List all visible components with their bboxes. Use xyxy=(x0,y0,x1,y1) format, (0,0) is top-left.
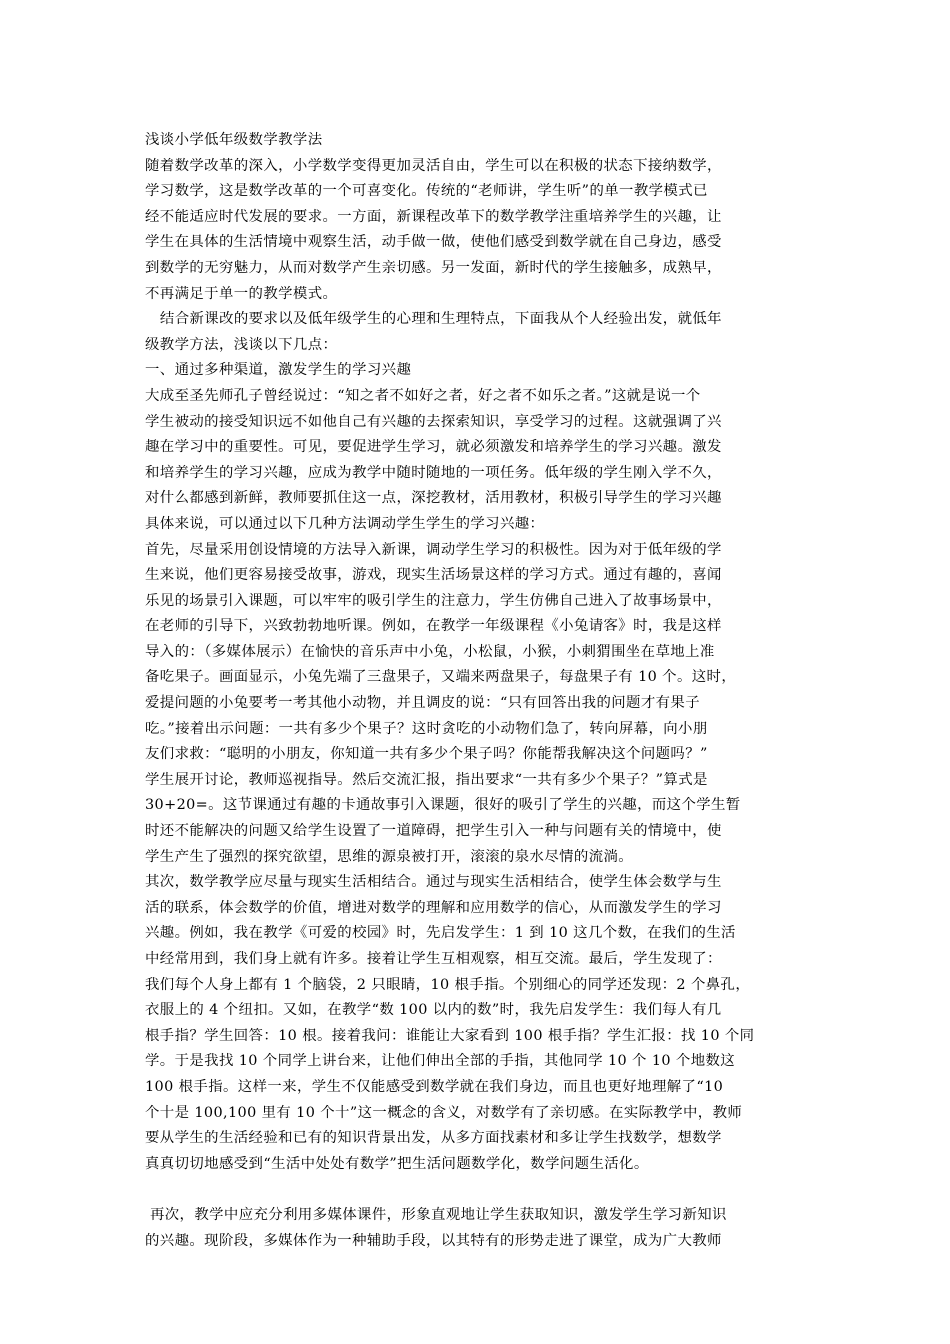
text-line: 兴趣。例如，我在教学《可爱的校园》时，先启发学生：1 到 10 这几个数，在我们的生活 xyxy=(145,925,736,942)
text-line: 真真切切地感受到“生活中处处有数学”把生活问题数学化，数学问题生活化。 xyxy=(145,1155,649,1172)
text-line: 时还不能解决的问题又给学生设置了一道障碍，把学生引入一种与问题有关的情境中，使 xyxy=(145,823,722,840)
text-line: 衣服上的 4 个纽扣。又如，在教学“数 100 以内的数”时，我先启发学生：我们每人有几 xyxy=(145,1002,722,1019)
text-line: 一、通过多种渠道，激发学生的学习兴趣 xyxy=(145,362,412,379)
text-line: 到数学的无穷魅力，从而对数学产生亲切感。另一发面，新时代的学生接触多，成熟早， xyxy=(145,259,722,276)
text-line: 爱提问题的小兔要考一考其他小动物，并且调皮的说：“只有回答出我的问题才有果子 xyxy=(145,695,701,712)
text-line: 其次，数学教学应尽量与现实生活相结合。通过与现实生活相结合，使学生体会数学与生 xyxy=(145,874,722,891)
text-line: 经不能适应时代发展的要求。一方面，新课程改革下的数学教学注重培养学生的兴趣，让 xyxy=(145,208,722,225)
text-line: 随着数学改革的深入，小学数学变得更加灵活自由，学生可以在积极的状态下接纳数学， xyxy=(145,157,722,174)
text-line: 友们求救：“聪明的小朋友，你知道一共有多少个果子吗？你能帮我解决这个问题吗？” xyxy=(145,746,708,763)
text-line: 首先，尽量采用创设情境的方法导入新课，调动学生学习的积极性。因为对于低年级的学 xyxy=(145,541,722,558)
document-body xyxy=(145,154,810,1255)
text-line: 乐见的场景引入课题，可以牢牢的吸引学生的注意力，学生仿佛自己进入了故事场景中， xyxy=(145,592,722,609)
text-line: 吃。”接着出示问题：一共有多少个果子？这时贪吃的小动物们急了，转向屏幕，向小朋 xyxy=(145,720,708,737)
text-line: 和培养学生的学习兴趣，应成为教学中随时随地的一项任务。低年级的学生刚入学不久， xyxy=(145,464,722,481)
text-line: 具体来说，可以通过以下几种方法调动学生学生的学习兴趣： xyxy=(145,515,545,532)
text-line: 再次，教学中应充分利用多媒体课件，形象直观地让学生获取知识，激发学生学习新知识 xyxy=(145,1206,727,1223)
text-line: 学生产生了强烈的探究欲望，思维的源泉被打开，滚滚的泉水尽情的流淌。 xyxy=(145,848,634,865)
text-line: 的兴趣。现阶段，多媒体作为一种辅助手段，以其特有的形势走进了课堂，成为广大教师 xyxy=(145,1232,722,1249)
text-line: 100 根手指。这样一来，学生不仅能感受到数学就在我们身边，而且也更好地理解了“10 xyxy=(145,1078,724,1095)
text-line: 学生展开讨论，教师巡视指导。然后交流汇报，指出要求“一共有多少个果子？”算式是 xyxy=(145,771,708,788)
text-line: 结合新课改的要求以及低年级学生的心理和生理特点，下面我从个人经验出发，就低年 xyxy=(145,311,722,328)
text-line: 学生在具体的生活情境中观察生活，动手做一做，使他们感受到数学就在自己身边，感受 xyxy=(145,234,722,251)
text-line: 我们每个人身上都有 1 个脑袋，2 只眼睛，10 根手指。个别细心的同学还发现：2 个鼻孔， xyxy=(145,976,751,993)
text-line: 根手指？学生回答：10 根。接着我问：谁能让大家看到 100 根手指？学生汇报：找 10 个同 xyxy=(145,1027,755,1044)
blank-line xyxy=(145,1177,810,1203)
text-line: 级教学方法，浅谈以下几点： xyxy=(145,336,338,353)
text-line: 对什么都感到新鲜，教师要抓住这一点，深挖教材，活用教材，积极引导学生的学习兴趣 xyxy=(145,490,722,507)
text-line: 活的联系，体会数学的价值，增进对数学的理解和应用数学的信心，从而激发学生的学习 xyxy=(145,899,722,916)
text-line: 大成至圣先师孔子曾经说过：“知之者不如好之者，好之者不如乐之者。”这就是说一个 xyxy=(145,387,701,404)
text-line: 个十是 100,100 里有 10 个十”这一概念的含义，对数学有了亲切感。在实际教学中，教师 xyxy=(145,1104,743,1121)
document-page xyxy=(145,128,810,1254)
text-line: 学习数学，这是数学改革的一个可喜变化。传统的“老师讲，学生听”的单一教学模式已 xyxy=(145,183,708,200)
text-line: 生来说，他们更容易接受故事，游戏，现实生活场景这样的学习方式。通过有趣的，喜闻 xyxy=(145,567,722,584)
text-line: 导入的：（多媒体展示）在愉快的音乐声中小兔，小松鼠，小猴，小刺猬围坐在草地上准 xyxy=(145,643,715,660)
text-line: 在老师的引导下，兴致勃勃地听课。例如，在教学一年级课程《小兔请客》时，我是这样 xyxy=(145,618,722,635)
text-line: 趣在学习中的重要性。可见，要促进学生学习，就必须激发和培养学生的学习兴趣。激发 xyxy=(145,439,722,456)
text-line: 中经常用到，我们身上就有许多。接着让学生互相观察，相互交流。最后，学生发现了： xyxy=(145,951,722,967)
text-line: 学。于是我找 10 个同学上讲台来，让他们伸出全部的手指，其他同学 10 个 10 个地数这 xyxy=(145,1053,736,1070)
text-line: 不再满足于单一的教学模式。 xyxy=(145,285,338,302)
text-line: 备吃果子。画面显示，小兔先端了三盘果子，又端来两盘果子，每盘果子有 10 个。这时， xyxy=(145,669,737,686)
text-line: 要从学生的生活经验和已有的知识背景出发，从多方面找素材和多让学生找数学，想数学 xyxy=(145,1130,722,1147)
text-line: 学生被动的接受知识远不如他自己有兴趣的去探索知识，享受学习的过程。这就强调了兴 xyxy=(145,413,722,430)
text-line: 30+20=。这节课通过有趣的卡通故事引入课题，很好的吸引了学生的兴趣，而这个学生暂 xyxy=(145,797,741,814)
document-title: 浅谈小学低年级数学教学法 xyxy=(145,132,323,148)
